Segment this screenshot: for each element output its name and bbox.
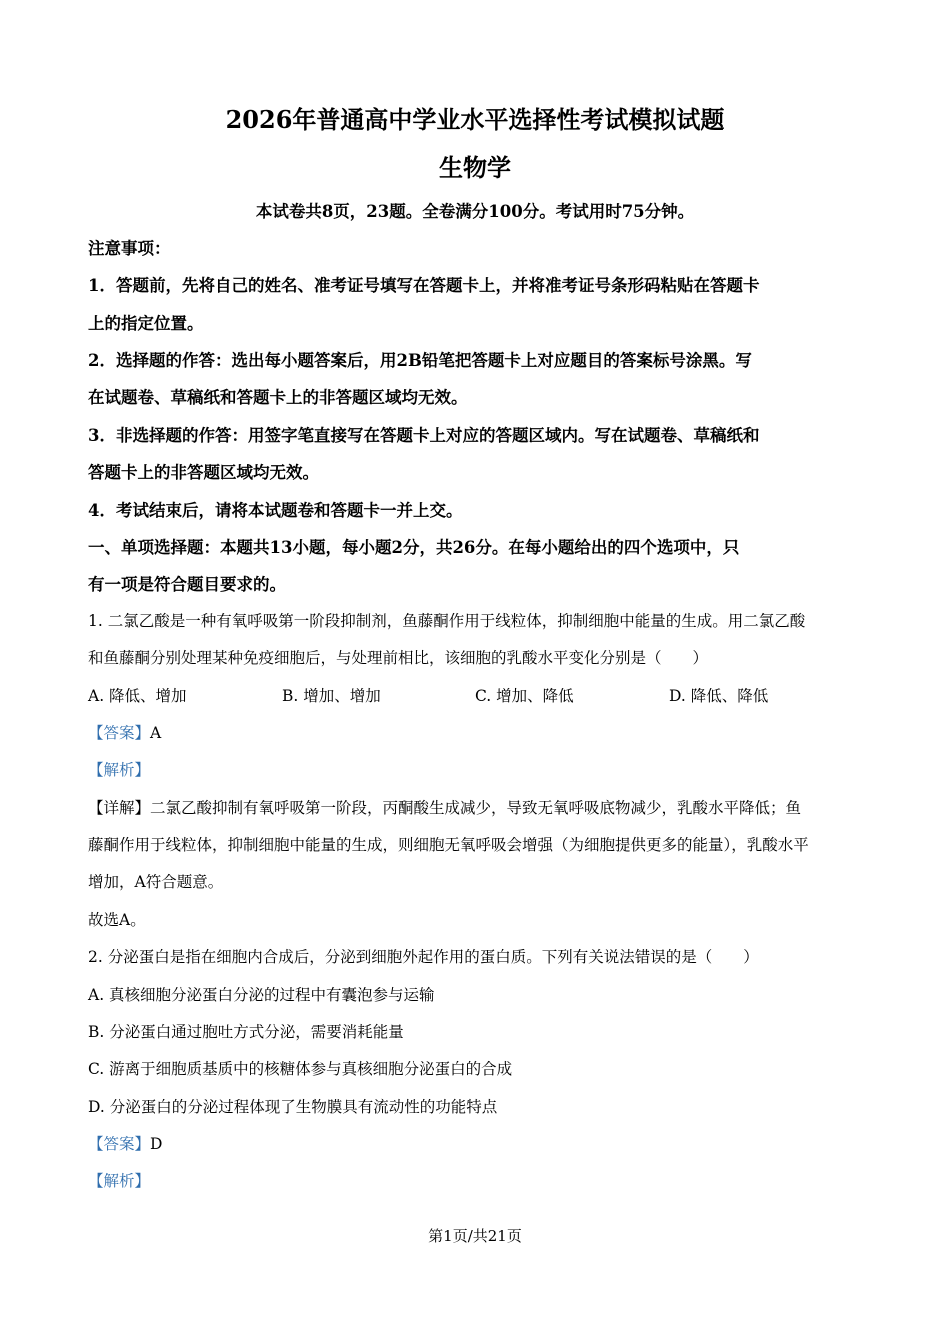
q2-stem: 2. 分泌蛋白是指在细胞内合成后，分泌到细胞外起作用的蛋白质。下列有关说法错误的是（ ）: [88, 948, 759, 966]
notice-item: 1．答题前，先将自己的姓名、准考证号填写在答题卡上，并将准考证号条形码粘贴在答题卡: [88, 276, 760, 295]
exam-title: 2026年普通高中学业水平选择性考试模拟试题: [225, 105, 725, 134]
q2-option-a: A. 真核细胞分泌蛋白分泌的过程中有囊泡参与运输: [88, 986, 435, 1004]
q1-option-a: A. 降低、增加: [88, 687, 187, 705]
q1-answer: [88, 721, 161, 743]
answer-value: D: [150, 1135, 163, 1153]
q2-analysis-tag: 【解析】: [88, 1172, 151, 1190]
notice-item: 上的指定位置。: [88, 314, 204, 333]
section-heading-cont: 有一项是符合题目要求的。: [88, 575, 286, 594]
q1-conclusion: 故选A。: [88, 911, 146, 929]
q1-options: [88, 684, 868, 708]
subject-title: 生物学: [439, 153, 511, 182]
q2-option-d: D. 分泌蛋白的分泌过程体现了生物膜具有流动性的功能特点: [88, 1098, 498, 1116]
q2-option-b: B. 分泌蛋白通过胞吐方式分泌，需要消耗能量: [88, 1023, 404, 1041]
q1-detail-cont: 增加，A符合题意。: [88, 873, 224, 891]
notice-item: 4．考试结束后，请将本试题卷和答题卡一并上交。: [88, 501, 463, 520]
q1-detail-cont: 藤酮作用于线粒体，抑制细胞中能量的生成，则细胞无氧呼吸会增强（为细胞提供更多的能量），乳酸水平: [88, 836, 809, 854]
q2-answer: [88, 1132, 162, 1154]
notice-heading: 注意事项：: [88, 239, 171, 258]
answer-tag: 【答案】: [88, 1135, 151, 1153]
notice-item: 3．非选择题的作答：用签字笔直接写在答题卡上对应的答题区域内。写在试题卷、草稿纸和: [88, 426, 760, 445]
q2-option-c: C. 游离于细胞质基质中的核糖体参与真核细胞分泌蛋白的合成: [88, 1060, 513, 1078]
answer-tag: 【答案】: [88, 724, 151, 742]
exam-info: 本试卷共8页，23题。全卷满分100分。考试用时75分钟。: [255, 202, 695, 221]
detail-tag: 【详解】: [88, 799, 151, 817]
q1-option-b: B. 增加、增加: [282, 687, 381, 705]
notice-item: 在试题卷、草稿纸和答题卡上的非答题区域均无效。: [88, 388, 468, 407]
answer-value: A: [150, 724, 162, 742]
notice-item: 2．选择题的作答：选出每小题答案后，用2B铅笔把答题卡上对应题目的答案标号涂黑。写: [88, 351, 752, 370]
q1-stem-cont: 和鱼藤酮分别处理某种免疫细胞后，与处理前相比，该细胞的乳酸水平变化分别是（ ）: [88, 649, 709, 667]
notice-item: 答题卡上的非答题区域均无效。: [88, 463, 319, 482]
q1-stem: 1. 二氯乙酸是一种有氧呼吸第一阶段抑制剂，鱼藤酮作用于线粒体，抑制细胞中能量的生成。用二氯乙酸: [88, 612, 806, 630]
q1-detail: [88, 796, 801, 818]
q1-option-d: D. 降低、降低: [669, 687, 769, 705]
page-footer: 第1页/共21页: [428, 1227, 522, 1245]
detail-text: 二氯乙酸抑制有氧呼吸第一阶段，丙酮酸生成减少，导致无氧呼吸底物减少，乳酸水平降低；鱼: [150, 799, 802, 817]
section-heading: 一、单项选择题：本题共13小题，每小题2分，共26分。在每小题给出的四个选项中，只: [88, 538, 740, 557]
q1-option-c: C. 增加、降低: [475, 687, 574, 705]
q1-analysis-tag: 【解析】: [88, 761, 151, 779]
